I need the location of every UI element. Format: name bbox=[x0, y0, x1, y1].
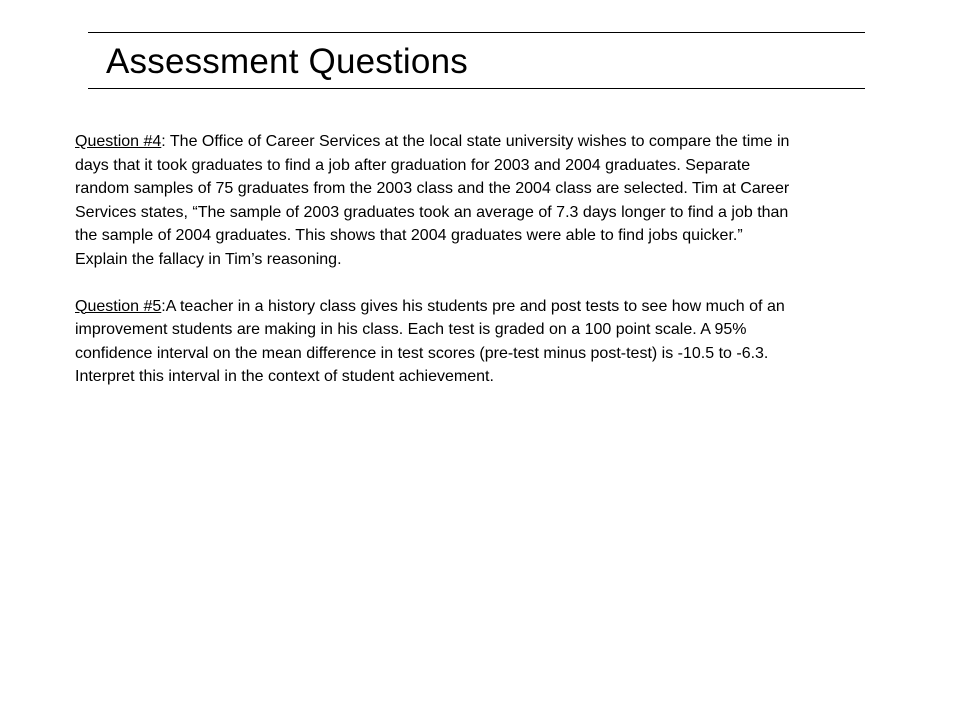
question-4 bbox=[75, 130, 895, 271]
question-line bbox=[75, 130, 895, 154]
questions-body bbox=[75, 130, 895, 389]
question-line: the sample of 2004 graduates. This shows that 2004 graduates were able to find jobs quicker.” bbox=[75, 227, 743, 244]
question-line: Interpret this interval in the context of student achievement. bbox=[75, 368, 494, 385]
question-line: Services states, “The sample of 2003 graduates took an average of 7.3 days longer to find a job than bbox=[75, 203, 789, 221]
question-5 bbox=[75, 295, 895, 389]
title-top-rule bbox=[88, 32, 865, 33]
question-text: A teacher in a history class gives his students pre and post tests to see how much of an bbox=[165, 297, 785, 315]
question-separator: : bbox=[161, 133, 166, 150]
question-line: Explain the fallacy in Tim’s reasoning. bbox=[75, 250, 342, 268]
question-label: Question #4 bbox=[75, 133, 162, 150]
title-bottom-rule bbox=[88, 88, 865, 89]
question-label: Question #5 bbox=[75, 297, 162, 315]
page-title: Assessment Questions bbox=[106, 42, 468, 81]
question-line: days that it took graduates to find a job after graduation for 2003 and 2004 graduates. Separate bbox=[75, 156, 751, 174]
question-line: random samples of 75 graduates from the 2003 class and the 2004 class are selected. Tim at Career bbox=[75, 180, 790, 197]
question-separator: : bbox=[161, 297, 166, 315]
question-line: improvement students are making in his class. Each test is graded on a 100 point scale. A 95% bbox=[75, 321, 747, 338]
question-line bbox=[75, 295, 895, 319]
question-text: The Office of Career Services at the local state university wishes to compare the time in bbox=[165, 133, 790, 150]
question-line: confidence interval on the mean difference in test scores (pre-test minus post-test) is -10.5 to -6.3. bbox=[75, 344, 769, 362]
